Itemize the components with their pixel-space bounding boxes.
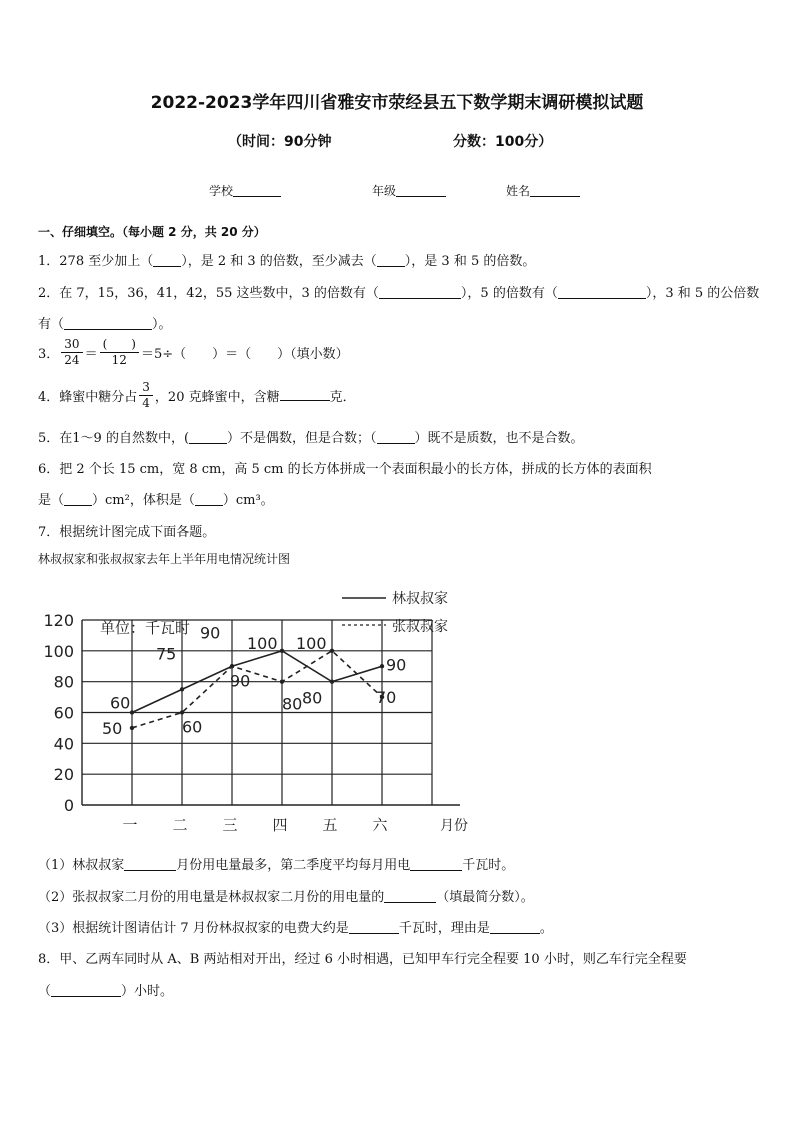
data-point: [280, 649, 284, 653]
question-8-cont: （ ）小时。: [38, 984, 174, 999]
x-tick-label: 一: [122, 816, 138, 834]
exam-time: （时间：90分钟: [228, 134, 332, 150]
y-tick-label: 0: [63, 796, 74, 815]
q7-1-blank-1[interactable]: [124, 857, 176, 871]
data-label: 70: [376, 688, 397, 708]
q2-blank-2[interactable]: [558, 285, 646, 299]
exam-score: 分数：100分）: [453, 134, 553, 150]
chart-title: 林叔叔家和张叔叔家去年上半年用电情况统计图: [38, 552, 291, 566]
name-label: 姓名: [506, 182, 580, 199]
q2-blank-1[interactable]: [379, 285, 461, 299]
school-label: 学校: [209, 182, 281, 199]
electricity-line-chart: [30, 580, 480, 835]
q6-blank-1[interactable]: [64, 492, 92, 506]
q6-blank-2[interactable]: [195, 492, 223, 506]
grade-blank[interactable]: [396, 183, 446, 197]
unit-label: 单位：千瓦时: [100, 619, 191, 637]
q7-1-blank-2[interactable]: [410, 857, 462, 871]
y-tick-label: 20: [53, 765, 74, 785]
x-tick-label: 三: [222, 816, 238, 834]
y-tick-label: 40: [53, 734, 74, 754]
grade-label: 年级: [372, 182, 446, 199]
data-label: 80: [302, 688, 323, 708]
question-6: 6．把 2 个长 15 cm，宽 8 cm，高 5 cm 的长方体拼成一个表面积最小的长方体，拼成的长方体的表面积: [38, 462, 652, 477]
data-label: 60: [110, 693, 131, 713]
question-8: 8．甲、乙两车同时从 A、B 两站相对开出，经过 6 小时相遇，已知甲车行完全程要 10 小时，则乙车行完全程要: [38, 952, 687, 967]
x-tick-label: 四: [272, 816, 288, 834]
data-label: 100: [247, 633, 278, 653]
data-point: [380, 664, 384, 668]
y-tick-label: 120: [43, 611, 74, 630]
question-6-cont: 是（ ）cm²，体积是（ ）cm³。: [38, 493, 274, 508]
q8-blank[interactable]: [51, 983, 121, 997]
q7-2-blank[interactable]: [384, 889, 436, 903]
page-title: 2022-2023学年四川省雅安市荥经县五下数学期末调研模拟试题: [150, 93, 644, 113]
data-point: [330, 649, 334, 653]
data-point: [330, 679, 334, 683]
legend-label-zhang: 张叔叔家: [392, 619, 448, 635]
question-7-2: （2）张叔叔家二月份的用电量是林叔叔家二月份的用电量的 （填最简分数）。: [38, 890, 534, 905]
data-label: 90: [386, 655, 407, 675]
question-2: 2．在 7，15，36，41，42，55 这些数中，3 的倍数有（ ），5 的倍数有（ ），3 和 5 的公倍数: [38, 286, 760, 301]
data-point: [180, 687, 184, 691]
data-point: [280, 679, 284, 683]
q3-fraction-1: $\frac{30}{24}$: [61, 337, 82, 368]
question-7-1: （1）林叔叔家 月份用电量最多，第二季度平均每月用电 千瓦时。: [38, 858, 515, 873]
question-4: 4．蜂蜜中糖分占 $\frac{3}{4}$ ，20 克蜂蜜中，含糖 克．: [38, 380, 356, 410]
x-tick-label: 六: [372, 816, 388, 834]
section-heading: 一、仔细填空。（每小题 2 分，共 20 分）: [38, 225, 266, 239]
q7-3-blank-2[interactable]: [490, 920, 540, 934]
q4-fraction: $\frac{3}{4}$: [139, 380, 153, 411]
data-label: 60: [182, 717, 203, 737]
data-label: 50: [102, 718, 123, 738]
q5-blank-1[interactable]: [189, 430, 227, 444]
data-point: [130, 710, 134, 714]
question-7: 7．根据统计图完成下面各题。: [38, 525, 216, 540]
x-tick-label: 五: [322, 816, 338, 834]
legend-label-lin: 林叔叔家: [392, 591, 448, 607]
data-point: [180, 710, 184, 714]
q4-blank[interactable]: [280, 387, 330, 401]
y-tick-label: 100: [43, 641, 74, 661]
q7-3-blank-1[interactable]: [349, 920, 399, 934]
x-tick-label: 二: [172, 816, 188, 834]
x-axis-label: 月份: [440, 818, 468, 834]
question-5: 5．在1～9 的自然数中，( ）不是偶数，但是合数；（ ）既不是质数，也不是合数。: [38, 431, 584, 446]
q1-blank-1[interactable]: [153, 253, 181, 267]
y-tick-label: 80: [53, 672, 74, 692]
y-tick-label: 60: [53, 703, 74, 723]
data-label: 80: [282, 694, 303, 714]
data-label: 90: [200, 623, 221, 643]
q3-fraction-2[interactable]: $\frac{( )}{12}$: [100, 337, 139, 368]
data-label: 75: [156, 644, 177, 664]
question-7-3: （3）根据统计图请估计 7 月份林叔叔家的电费大约是 千瓦时，理由是 。: [38, 921, 553, 936]
data-label: 90: [230, 671, 251, 691]
question-3: 3． $\frac{30}{24}$ ＝ $\frac{( )}{12}$ ＝5÷（ ）＝（ ）（填小数）: [38, 337, 349, 367]
q2-blank-3[interactable]: [64, 316, 152, 330]
q1-blank-2[interactable]: [377, 253, 405, 267]
data-label: 100: [296, 633, 327, 653]
question-1: 1．278 至少加上（ ），是 2 和 3 的倍数，至少减去（ ），是 3 和 5 的倍数。: [38, 254, 536, 269]
school-blank[interactable]: [233, 183, 281, 197]
question-2-cont: 有（ ）。: [38, 317, 172, 332]
q5-blank-2[interactable]: [377, 430, 415, 444]
name-blank[interactable]: [530, 183, 580, 197]
data-point: [230, 664, 234, 668]
data-point: [130, 726, 134, 730]
